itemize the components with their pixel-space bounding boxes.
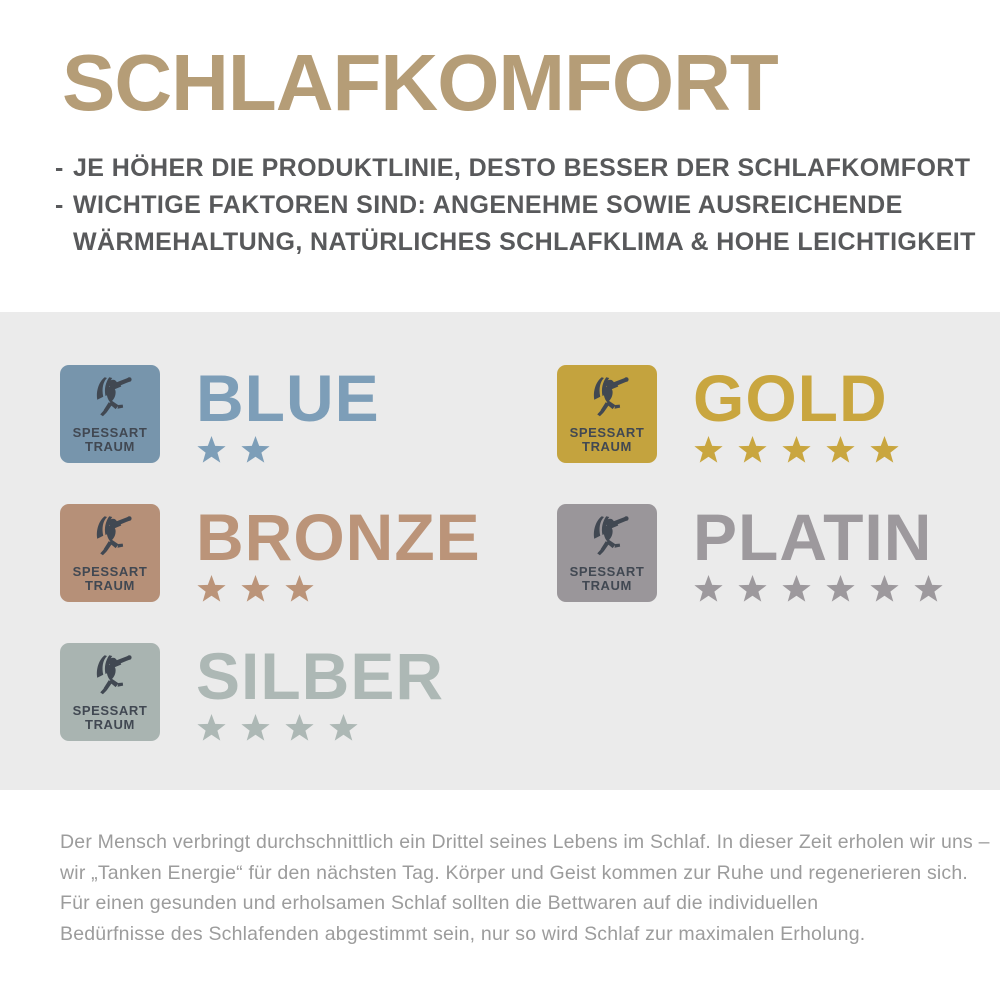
product-info — [693, 500, 944, 604]
product-column-left — [60, 361, 481, 743]
brand-name-line2: TRAUM — [582, 439, 632, 454]
brand-name-line1: SPESSART — [569, 564, 645, 579]
angel-trumpet-icon — [583, 374, 631, 424]
bullet-line — [55, 187, 976, 224]
star-icon — [737, 436, 768, 465]
brand-badge-inner — [73, 513, 148, 593]
product-silber — [60, 639, 481, 743]
bullet-dash: - — [55, 191, 64, 219]
star-rating — [196, 436, 380, 465]
star-icon — [284, 575, 315, 604]
star-icon — [693, 436, 724, 465]
footer-paragraph — [60, 827, 990, 949]
star-icon — [825, 436, 856, 465]
page-title: SCHLAFKOMFORT — [62, 38, 778, 127]
brand-badge — [557, 365, 657, 463]
star-icon — [284, 714, 315, 743]
product-gold — [557, 361, 944, 465]
star-icon — [328, 714, 359, 743]
product-name: BRONZE — [196, 500, 481, 574]
bullet-line — [55, 224, 976, 261]
star-icon — [869, 436, 900, 465]
star-rating — [196, 575, 481, 604]
brand-name-line2: TRAUM — [85, 717, 135, 732]
star-rating — [693, 575, 944, 604]
angel-trumpet-icon — [86, 513, 134, 563]
product-info — [196, 361, 380, 465]
brand-badge — [557, 504, 657, 602]
brand-badge — [60, 365, 160, 463]
footer-line: Für einen gesunden und erholsamen Schlaf sollten die Bettwaren auf die individuellen — [60, 892, 819, 914]
brand-name-line2: TRAUM — [85, 578, 135, 593]
star-icon — [781, 575, 812, 604]
star-icon — [825, 575, 856, 604]
angel-trumpet-icon — [86, 374, 134, 424]
product-name: BLUE — [196, 361, 380, 435]
star-rating — [693, 436, 900, 465]
star-icon — [781, 436, 812, 465]
product-platin — [557, 500, 944, 604]
star-icon — [240, 436, 271, 465]
product-column-right — [557, 361, 944, 604]
product-info — [196, 500, 481, 604]
star-icon — [196, 575, 227, 604]
angel-trumpet-icon — [583, 513, 631, 563]
brand-badge — [60, 643, 160, 741]
star-icon — [196, 714, 227, 743]
product-lines-panel — [0, 312, 1000, 790]
bullet-text: WÄRMEHALTUNG, NATÜRLICHES SCHLAFKLIMA & HOHE LEICHTIGKEIT — [73, 228, 976, 256]
star-icon — [869, 575, 900, 604]
product-bronze — [60, 500, 481, 604]
intro-bullets — [55, 150, 976, 261]
product-name: GOLD — [693, 361, 888, 435]
brand-badge-inner — [570, 513, 645, 593]
angel-trumpet-icon — [86, 652, 134, 702]
brand-badge — [60, 504, 160, 602]
footer-line: Der Mensch verbringt durchschnittlich ein Drittel seines Lebens im Schlaf. In dieser Zeit erholen wir uns – — [60, 831, 990, 853]
brand-badge-inner — [73, 374, 148, 454]
brand-name-line1: SPESSART — [72, 564, 148, 579]
brand-name-line1: SPESSART — [72, 703, 148, 718]
bullet-dash — [55, 224, 73, 261]
star-icon — [196, 436, 227, 465]
product-name: SILBER — [196, 639, 445, 713]
bullet-dash: - — [55, 154, 64, 182]
brand-name-line1: SPESSART — [72, 425, 148, 440]
footer-line: wir „Tanken Energie“ für den nächsten Tag. Körper und Geist kommen zur Ruhe und regenerieren sich. — [60, 861, 969, 884]
brand-name-line1: SPESSART — [569, 425, 645, 440]
bullet-text: JE HÖHER DIE PRODUKTLINIE, DESTO BESSER DER SCHLAFKOMFORT — [73, 154, 971, 182]
star-icon — [913, 575, 944, 604]
brand-badge-inner — [570, 374, 645, 454]
footer-line: Bedürfnisse des Schlafenden abgestimmt sein, nur so wird Schlaf zur maximalen Erholung. — [60, 922, 866, 945]
star-rating — [196, 714, 444, 743]
product-blue — [60, 361, 481, 465]
star-icon — [240, 575, 271, 604]
brand-badge-inner — [73, 652, 148, 732]
product-info — [693, 361, 900, 465]
product-name: PLATIN — [693, 500, 933, 574]
star-icon — [240, 714, 271, 743]
bullet-line — [55, 150, 976, 187]
brand-name-line2: TRAUM — [582, 578, 632, 593]
brand-name-line2: TRAUM — [85, 439, 135, 454]
product-info — [196, 639, 445, 743]
star-icon — [693, 575, 724, 604]
star-icon — [737, 575, 768, 604]
bullet-text: WICHTIGE FAKTOREN SIND: ANGENEHME SOWIE AUSREICHENDE — [73, 191, 903, 219]
